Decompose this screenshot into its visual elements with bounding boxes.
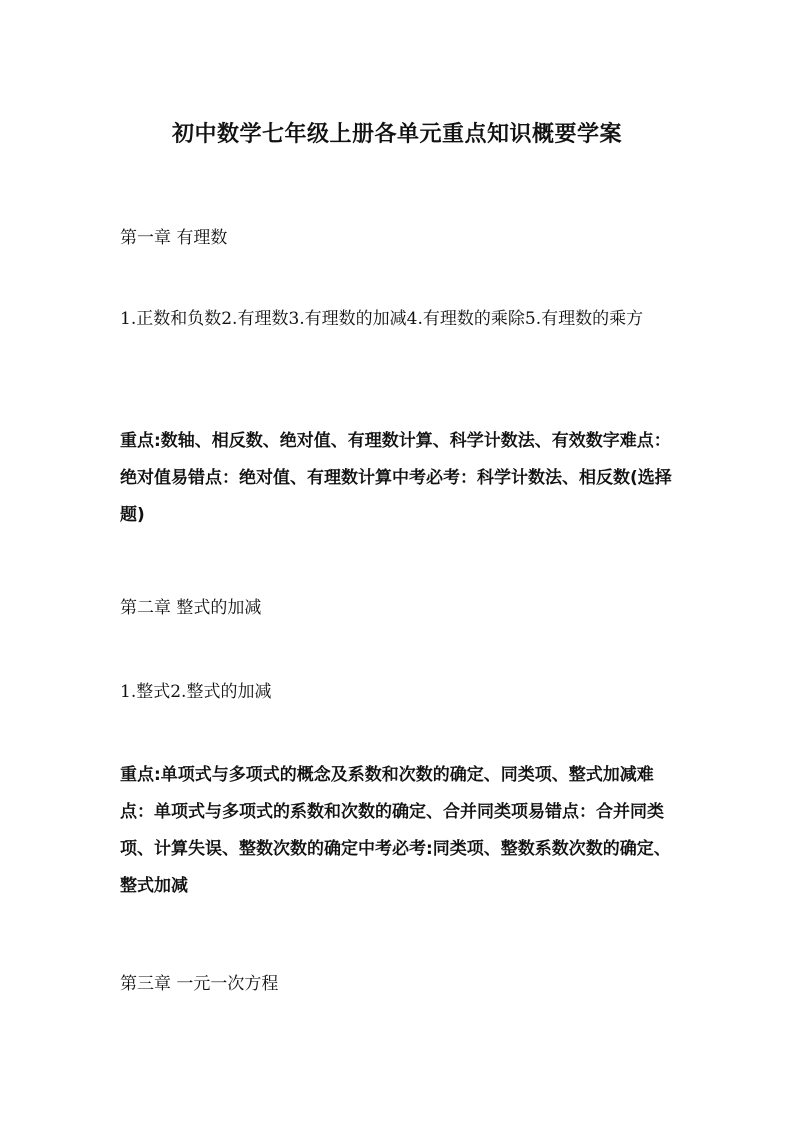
chapter2-keypoints: 重点:单项式与多项式的概念及系数和次数的确定、同类项、整式加减难点：单项式与多项式的系数和次数的确定、合并同类项易错点：合并同类项、计算失误、整数次数的确定中考必考:同类项、整数系数次数的确定、整式加减 xyxy=(120,765,671,896)
chapter2-topics: 1.整式2.整式的加减 xyxy=(120,682,272,702)
chapter1-heading: 第一章 有理数 xyxy=(120,228,228,248)
document-title: 初中数学七年级上册各单元重点知识概要学案 xyxy=(171,122,622,147)
chapter3-heading: 第三章 一元一次方程 xyxy=(120,974,279,994)
chapter1-topics: 1.正数和负数2.有理数3.有理数的加减4.有理数的乘除5.有理数的乘方 xyxy=(120,309,644,329)
chapter1-keypoints: 重点:数轴、相反数、绝对值、有理数计算、科学计数法、有效数字难点：绝对值易错点：绝对值、有理数计算中考必考：科学计数法、相反数(选择题) xyxy=(120,431,672,525)
chapter2-heading: 第二章 整式的加减 xyxy=(120,598,262,618)
